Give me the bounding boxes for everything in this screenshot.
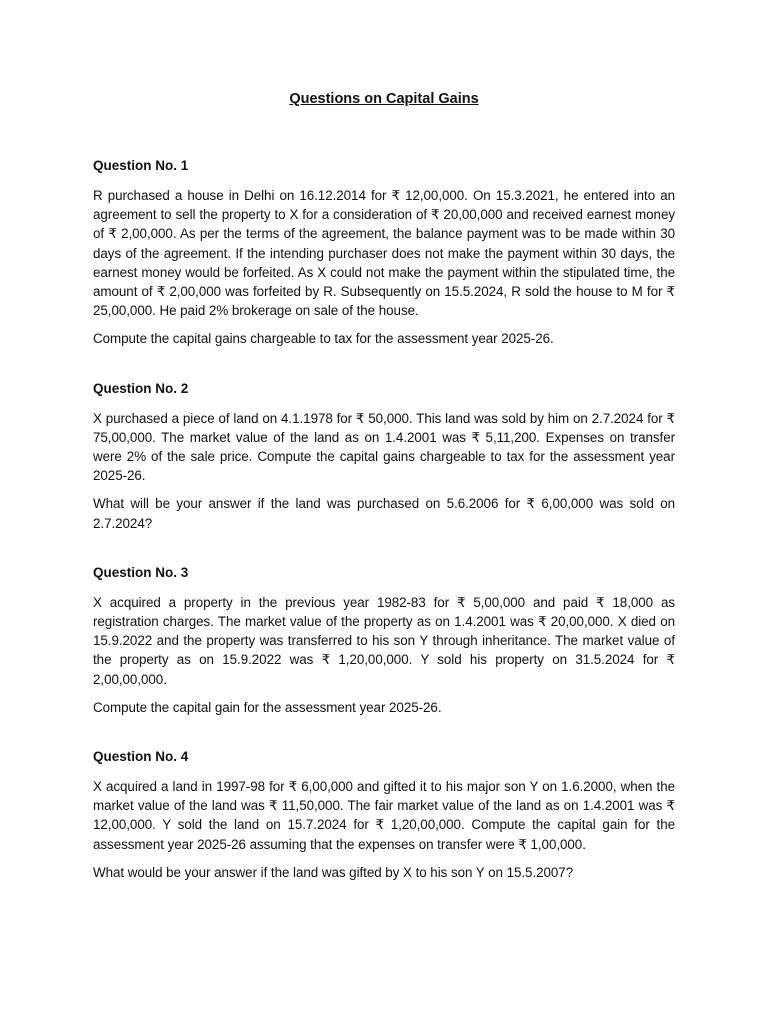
question-text: X acquired a land in 1997-98 for ₹ 6,00,000 and gifted it to his major son Y on 1.6.2000, when the market value of the land was ₹ 11,50,000. The fair market value of the land as on 1.4.2001 was ₹ 12,00,000. Y sold the land on 15.7.2024 for ₹ 1,20,00,000. Compute the capital gain for the assessment year 2025-26 assuming that the expenses on transfer were ₹ 1,00,000. <box>93 779 675 852</box>
question-instruction: What would be your answer if the land was gifted by X to his son Y on 15.5.2007? <box>93 864 574 880</box>
question-heading: Question No. 3 <box>93 564 189 580</box>
question-1 <box>93 156 675 349</box>
question-heading: Question No. 1 <box>93 158 189 173</box>
question-2 <box>93 379 675 533</box>
question-instruction: What will be your answer if the land was purchased on 5.6.2006 for ₹ 6,00,000 was sold on 2.7.2024? <box>93 496 675 531</box>
document-page <box>93 88 675 912</box>
question-3 <box>93 563 675 717</box>
question-heading: Question No. 4 <box>93 749 189 765</box>
question-instruction: Compute the capital gains chargeable to tax for the assessment year 2025-26. <box>93 331 554 347</box>
question-instruction: Compute the capital gain for the assessment year 2025-26. <box>93 699 442 715</box>
question-4 <box>93 747 675 882</box>
question-text: X acquired a property in the previous year 1982-83 for ₹ 5,00,000 and paid ₹ 18,000 as registration charges. The market value of the property as on 1.4.2001 was ₹ 20,00,000. X died on 15.9.2022 and the property was transferred to his son Y through inheritance. The market value of the property as on 15.9.2022 was ₹ 1,20,00,000. Y sold his property on 31.5.2024 for ₹ 2,00,00,000. <box>93 594 675 687</box>
question-text: R purchased a house in Delhi on 16.12.2014 for ₹ 12,00,000. On 15.3.2021, he entered into an agreement to sell the property to X for a consideration of ₹ 20,00,000 and received earnest money of ₹ 2,00,000. As per the terms of the agreement, the balance payment was to be made within 30 days of the agreement. If the intending purchaser does not make the payment within 30 days, the earnest money would be forfeited. As X could not make the payment within the stipulated time, the amount of ₹ 2,00,000 was forfeited by R. Subsequently on 15.5.2024, R sold the house to M for ₹ 25,00,000. He paid 2% brokerage on sale of the house. <box>93 188 675 319</box>
page-title: Questions on Capital Gains <box>289 91 479 107</box>
question-heading: Question No. 2 <box>93 380 189 396</box>
question-text: X purchased a piece of land on 4.1.1978 for ₹ 50,000. This land was sold by him on 2.7.2024 for ₹ 75,00,000. The market value of the land as on 1.4.2001 was ₹ 5,11,200. Expenses on transfer were 2% of the sale price. Compute the capital gains chargeable to tax for the assessment year 2025-26. <box>93 410 675 484</box>
